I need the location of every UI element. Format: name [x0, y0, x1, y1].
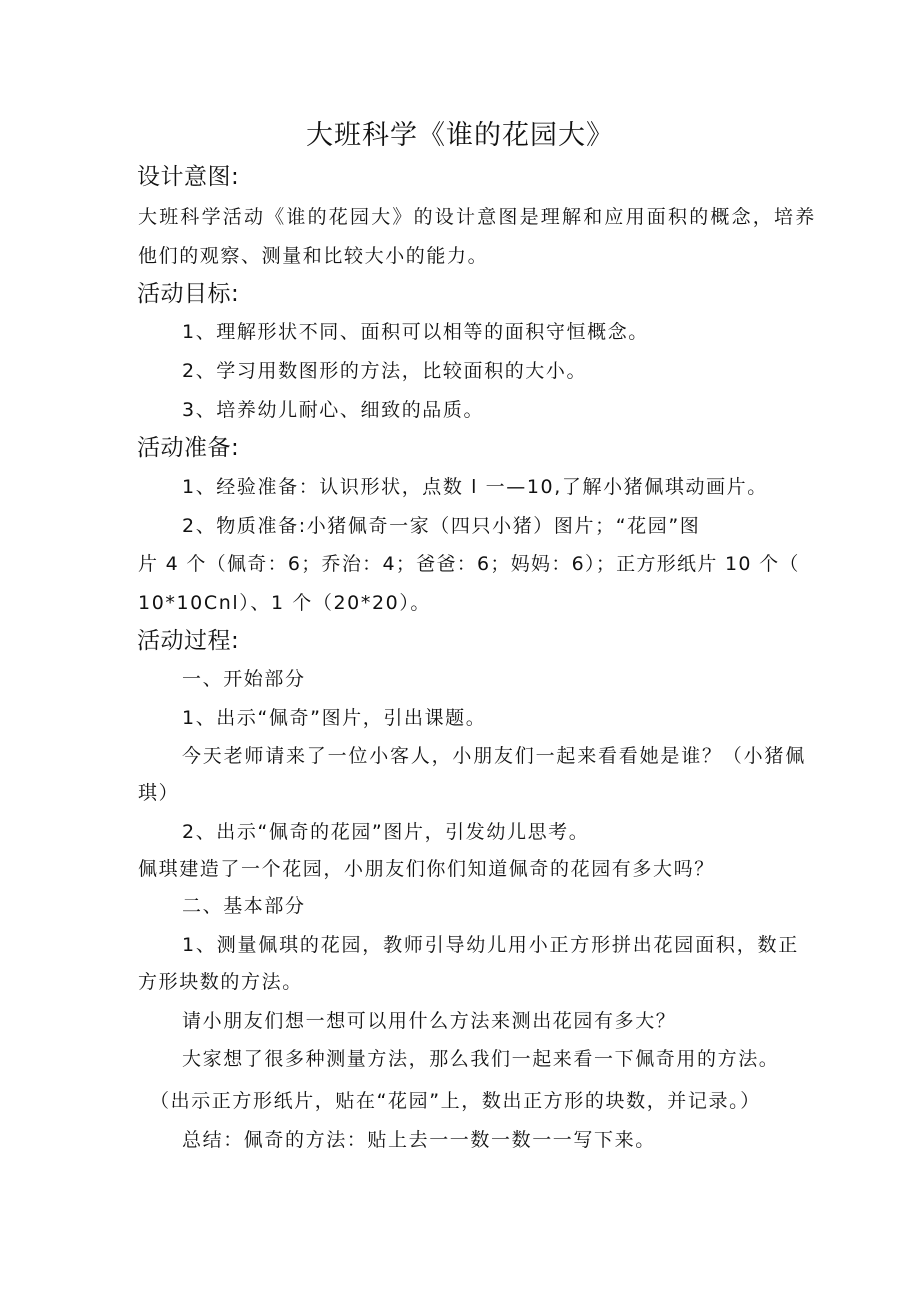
paragraph-line: 佩琪建造了一个花园，小朋友们你们知道佩奇的花园有多大吗？: [138, 858, 715, 880]
goal-item: 1、理解形状不同、面积可以相等的面积守恒概念。: [182, 321, 649, 343]
paragraph-line: 1、出示“佩奇”图片，引出课题。: [182, 707, 487, 729]
goal-item: 3、培养幼儿耐心、细致的品质。: [182, 399, 485, 421]
section-heading-design: 设计意图:: [137, 164, 240, 190]
goal-item: 2、学习用数图形的方法，比较面积的大小。: [182, 360, 588, 382]
paragraph-line: 今天老师请来了一位小客人，小朋友们一起来看看她是谁？（小猪佩: [182, 745, 807, 767]
paragraph-line: 10*10Cnl）、1 个（20*20）。: [138, 592, 432, 614]
paragraph-line: 二、基本部分: [182, 895, 306, 917]
paragraph-line: 片 4 个（佩奇：6；乔治：4；爸爸：6；妈妈：6）；正方形纸片 10 个（: [138, 553, 800, 575]
paragraph-line: 大家想了很多种测量方法，那么我们一起来看一下佩奇用的方法。: [182, 1048, 780, 1070]
paragraph-line: 他们的观察、测量和比较大小的能力。: [138, 245, 489, 267]
paragraph-line: 总结：佩奇的方法：贴上去一一数一数一一写下来。: [182, 1129, 656, 1151]
section-heading-goals: 活动目标:: [137, 281, 240, 307]
section-heading-process: 活动过程:: [137, 628, 240, 654]
paragraph-line: 1、经验准备：认识形状，点数 l 一—10,了解小猪佩琪动画片。: [182, 476, 768, 498]
paragraph-line: 2、出示“佩奇的花园”图片，引发幼儿思考。: [182, 821, 590, 843]
paragraph-line: 方形块数的方法。: [138, 971, 303, 993]
section-heading-prep: 活动准备:: [137, 435, 240, 461]
paragraph-line: 琪）: [138, 782, 180, 804]
paragraph-line: 1、测量佩琪的花园，教师引导幼儿用小正方形拼出花园面积，数正: [182, 934, 800, 956]
paragraph-line: 一、开始部分: [182, 668, 306, 690]
paragraph-line: 大班科学活动《谁的花园大》的设计意图是理解和应用面积的概念，培养: [138, 206, 817, 228]
document-title: 大班科学《谁的花园大》: [306, 120, 614, 151]
paragraph-line: 2、物质准备:小猪佩奇一家（四只小猪）图片；“花园”图: [182, 515, 701, 537]
paragraph-line: 请小朋友们想一想可以用什么方法来测出花园有多大？: [182, 1010, 677, 1032]
paragraph-line: （出示正方形纸片，贴在“花园”上，数出正方形的块数，并记录。）: [150, 1090, 761, 1112]
